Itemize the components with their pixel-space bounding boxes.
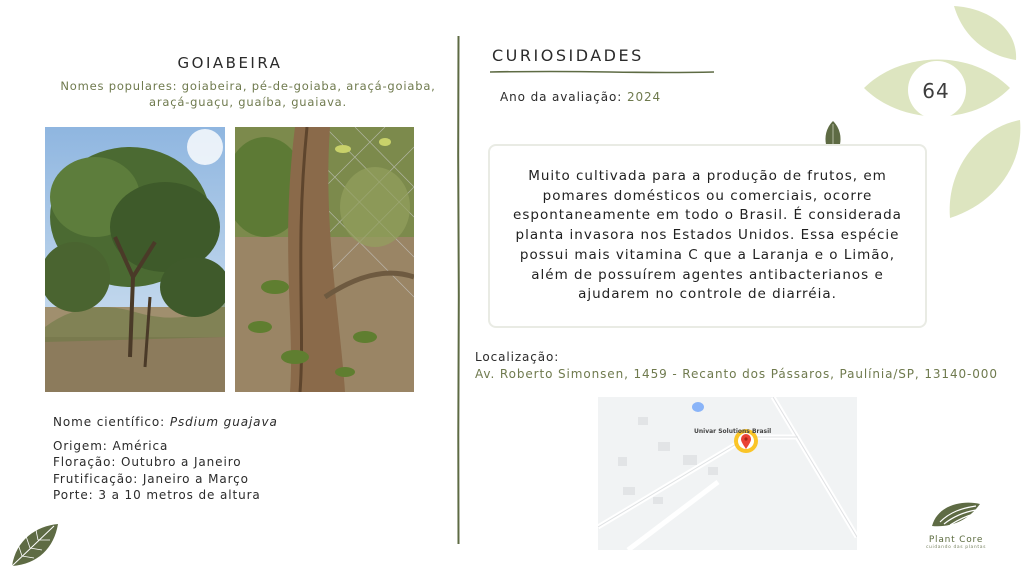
flowering: Floração: Outubro a Janeiro [53,455,242,469]
scientific-name: Psdium guajava [169,415,278,429]
evaluation-year [500,90,661,104]
size: Porte: 3 a 10 metros de altura [53,488,261,502]
origin: Origem: América [53,438,169,453]
location-map[interactable] [598,397,857,550]
location-label: Localização: [475,350,560,364]
trunk-photo [235,127,414,392]
year-label: Ano da avaliação: [500,90,623,104]
curiosities-title: CURIOSIDADES [492,46,644,65]
map-place-label: Univar Solutions Brasil [694,428,772,435]
brand-logo [918,498,994,550]
page-number: 64 [922,79,950,103]
brand-tagline: cuidando das plantas [925,545,987,550]
logo-leaf-icon [930,498,982,530]
curiosities-text: Muito cultivada para a produção de frutos, em pomares domésticos ou comerciais, ocorre espontaneamente em todo o Brasil. É considerada planta invasora nos Estados Unidos. Essa espécie possui mais vitamina C que a Laranja e o Limão, além de possuírem agentes antibacterianos e ajudarem no controle de diarréia. [513,168,902,303]
tree-photo [45,127,225,392]
title-underline [490,68,714,76]
fruiting: Frutificação: Janeiro a Março [53,471,249,486]
vertical-divider [457,36,460,544]
decorative-leaves [860,0,1024,230]
leaf-icon [8,520,60,570]
scientific-label: Nome científico: [53,415,166,429]
brand-name: Plant Core [928,535,984,545]
plant-facts [53,414,278,504]
plant-title: GOIABEIRA [177,54,283,72]
location-address: Av. Roberto Simonsen, 1459 - Recanto dos Pássaros, Paulínia/SP, 13140-000 [475,367,998,381]
scientific-name-line [53,414,278,431]
year-value: 2024 [626,90,662,104]
popular-names: Nomes populares: goiabeira, pé-de-goiaba, araçá-goiaba, araçá-guaçu, guaíba, guaiava. [60,79,436,109]
